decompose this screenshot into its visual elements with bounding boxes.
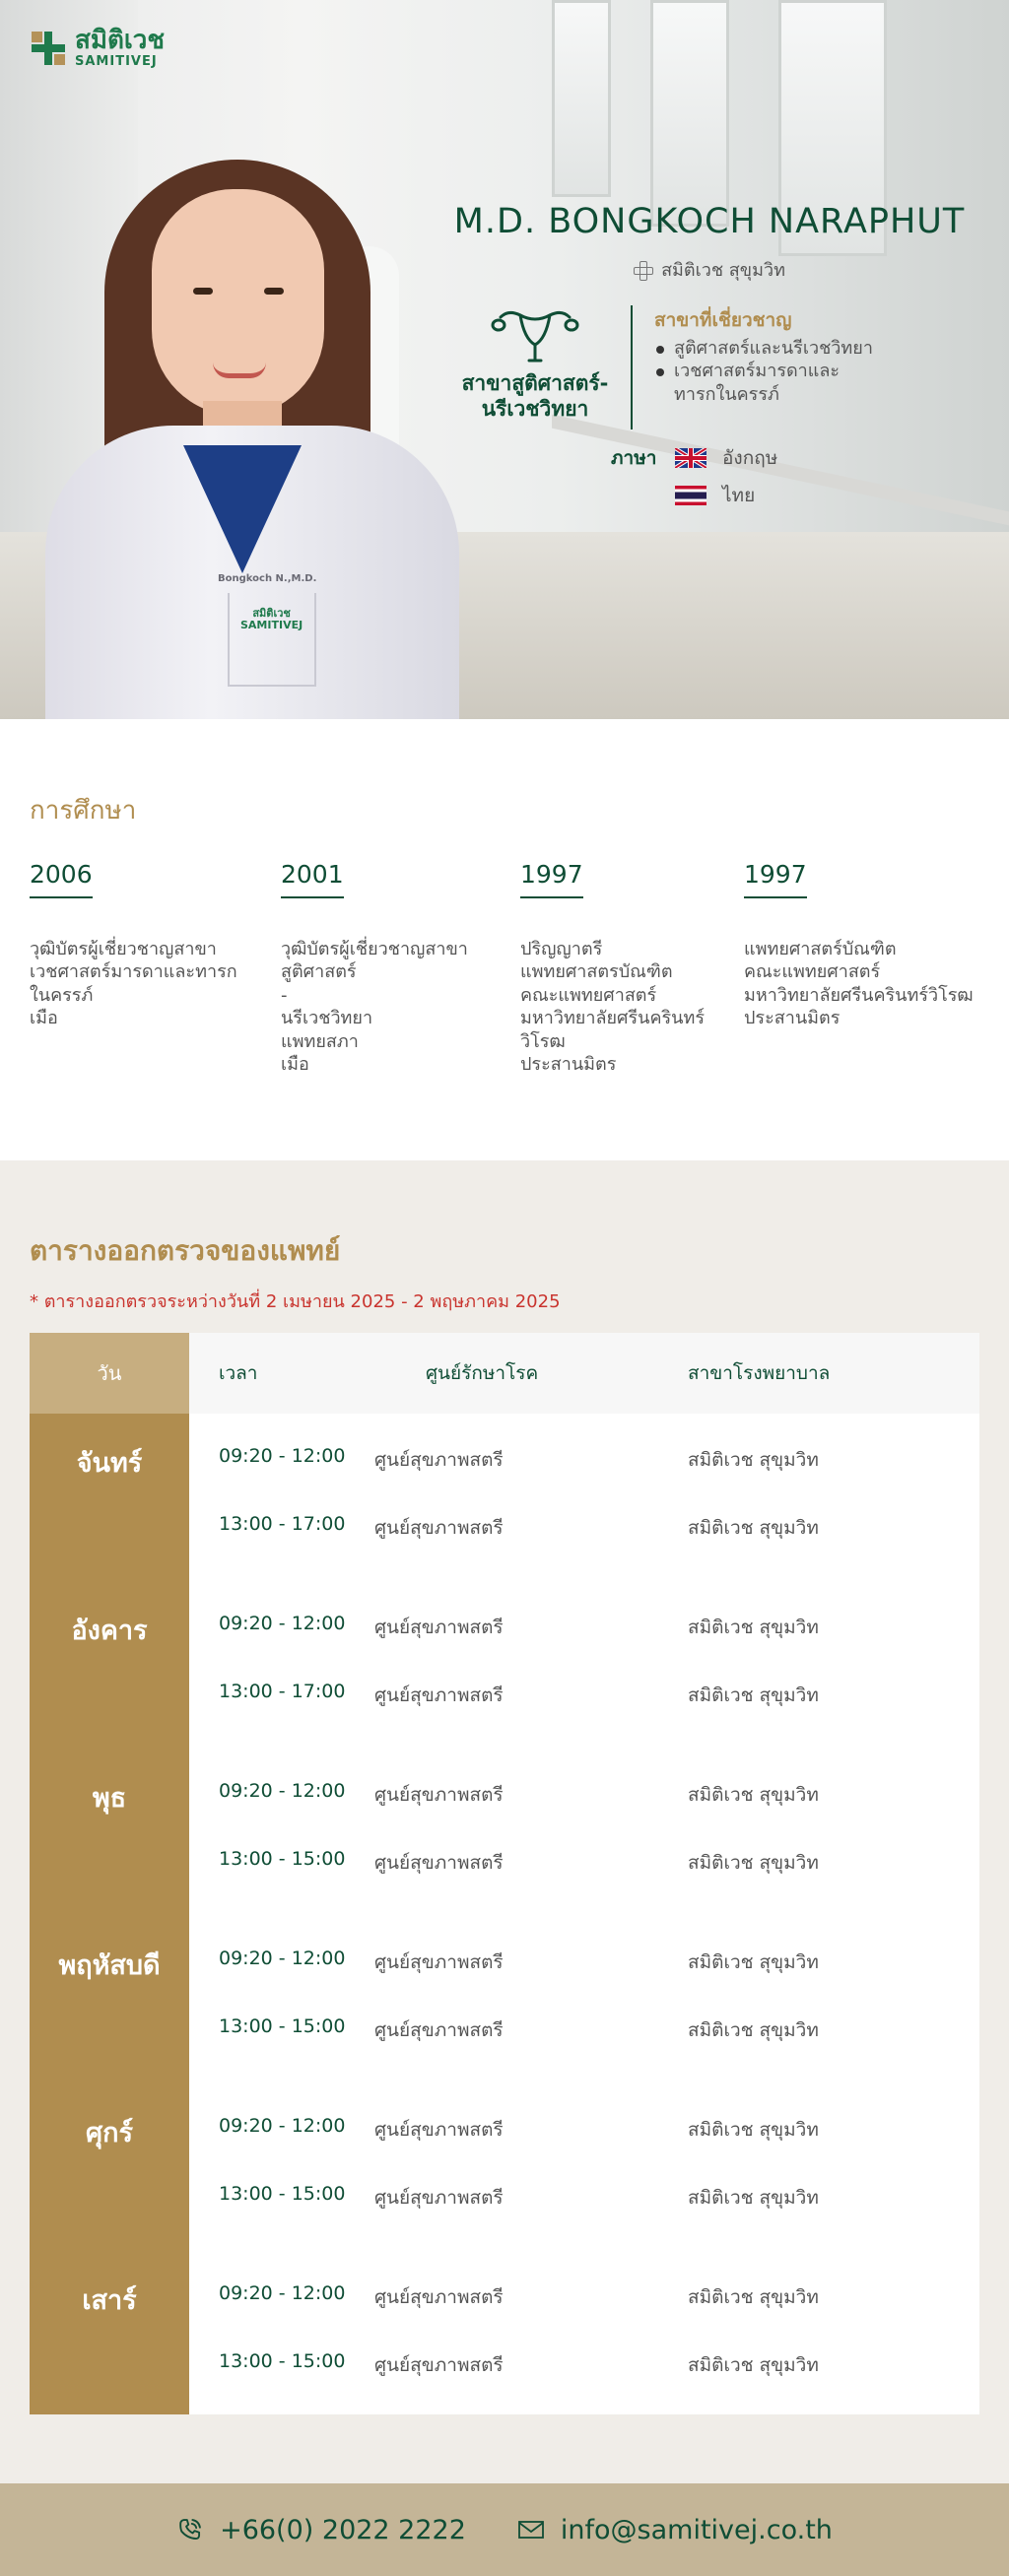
- schedule-center: ศูนย์สุขภาพสตรี: [374, 1951, 504, 1973]
- education-item: [520, 860, 744, 1076]
- schedule-day-row: [30, 2251, 979, 2414]
- uterus-icon: [491, 305, 579, 364]
- doctor-photo: [35, 160, 469, 719]
- education-year: 2006: [30, 860, 93, 898]
- schedule-time: 09:20 - 12:00: [219, 1445, 346, 1467]
- doctor-name: M.D. BONGKOCH NARAPHUT: [453, 202, 966, 241]
- mail-icon: [517, 2518, 545, 2542]
- schedule-center: ศูนย์สุขภาพสตรี: [374, 2354, 504, 2376]
- schedule-center: ศูนย์สุขภาพสตรี: [374, 2286, 504, 2308]
- doctor-info: [434, 202, 985, 510]
- schedule-slot: [189, 2115, 979, 2183]
- phone-icon: [176, 2516, 204, 2543]
- header-branch: สาขาโรงพยาบาล: [688, 1362, 831, 1384]
- education-detail: แพทยศาสตร์บัณฑิต คณะแพทยศาสตร์ มหาวิทยาลัยศรีนครินทร์วิโรฒ ประสานมิตร: [744, 939, 974, 1029]
- education-year: 1997: [744, 860, 807, 898]
- schedule-slot: [189, 2183, 979, 2251]
- schedule-slot: [189, 2282, 979, 2350]
- schedule-slot: [189, 1613, 979, 1681]
- education-detail: วุฒิบัตรผู้เชี่ยวชาญสาขา เวชศาสตร์มารดาและทารก ในครรภ์ เมือ: [30, 939, 237, 1029]
- schedule-slot: [189, 2350, 979, 2418]
- schedule-branch: สมิติเวช สุขุมวิท: [688, 1951, 819, 1973]
- schedule-slot: [189, 1445, 979, 1513]
- schedule-time: 13:00 - 15:00: [219, 2015, 346, 2037]
- schedule-day-row: [30, 1414, 979, 1581]
- schedule-time: 09:20 - 12:00: [219, 1948, 346, 1969]
- schedule-title: ตารางออกตรวจของแพทย์: [30, 1234, 341, 1267]
- phone-contact[interactable]: [176, 2515, 466, 2545]
- doctor-branch: [434, 255, 985, 284]
- schedule-slot: [189, 1948, 979, 2015]
- schedule-day-label: อังคาร: [30, 1581, 189, 1749]
- schedule-day-label: พฤหัสบดี: [30, 1916, 189, 2083]
- schedule-branch: สมิติเวช สุขุมวิท: [688, 2354, 819, 2376]
- hallway-window: [650, 0, 729, 227]
- schedule-branch: สมิติเวช สุขุมวิท: [688, 1852, 819, 1874]
- contact-footer: [0, 2483, 1009, 2576]
- schedule-time: 13:00 - 17:00: [219, 1681, 346, 1702]
- languages: [611, 443, 985, 510]
- logo-thai-text: สมิติเวช: [75, 26, 166, 55]
- schedule-center: ศูนย์สุขภาพสตรี: [374, 2187, 504, 2209]
- schedule-slot: [189, 1681, 979, 1749]
- phone-number: +66(0) 2022 2222: [220, 2514, 466, 2545]
- email-address: info@samitivej.co.th: [560, 2514, 833, 2545]
- schedule-time: 09:20 - 12:00: [219, 1613, 346, 1634]
- expertise-title: สาขาที่เชี่ยวชาญ: [654, 309, 792, 331]
- hero-banner: [0, 0, 1009, 719]
- schedule-day-label: ศุกร์: [30, 2083, 189, 2251]
- schedule-slot: [189, 1848, 979, 1916]
- logo-english-text: SAMITIVEJ: [75, 54, 158, 69]
- logo-cross-icon: [30, 30, 67, 67]
- schedule-center: ศูนย์สุขภาพสตรี: [374, 1617, 504, 1638]
- language-label: ภาษา: [611, 447, 657, 469]
- schedule-branch: สมิติเวช สุขุมวิท: [688, 1449, 819, 1471]
- schedule-branch: สมิติเวช สุขุมวิท: [688, 2187, 819, 2209]
- expertise-item: เวชศาสตร์มารดาและทารกในครรภ์: [654, 360, 851, 406]
- education-item: [744, 860, 979, 1076]
- schedule-time: 13:00 - 15:00: [219, 2350, 346, 2372]
- expertise-item: สูติศาสตร์และนรีเวชวิทยา: [654, 337, 873, 360]
- doctor-branch-label: สมิติเวช สุขุมวิท: [661, 260, 785, 281]
- schedule-slot: [189, 1513, 979, 1581]
- schedule-day-row: [30, 2083, 979, 2251]
- thai-flag-icon: [675, 486, 706, 505]
- schedule-time: 09:20 - 12:00: [219, 2282, 346, 2304]
- schedule-table-body: [30, 1414, 979, 2414]
- expertise-list: [654, 337, 873, 406]
- education-section: [0, 719, 1009, 1160]
- schedule-table-header: [30, 1333, 979, 1414]
- language-name: อังกฤษ: [722, 447, 778, 469]
- hallway-window: [552, 0, 611, 197]
- schedule-slot: [189, 1780, 979, 1848]
- schedule-center: ศูนย์สุขภาพสตรี: [374, 1449, 504, 1471]
- education-detail: ปริญญาตรี แพทยศาสตรบัณฑิต คณะแพทยศาสตร์ มหาวิทยาลัยศรีนครินทร์ วิโรฒ ประสานมิตร: [520, 939, 705, 1075]
- schedule-branch: สมิติเวช สุขุมวิท: [688, 2286, 819, 2308]
- schedule-branch: สมิติเวช สุขุมวิท: [688, 1617, 819, 1638]
- education-item: [30, 860, 281, 1076]
- schedule-day-row: [30, 1749, 979, 1916]
- schedule-time: 13:00 - 15:00: [219, 1848, 346, 1870]
- hospital-cross-icon: [634, 261, 651, 279]
- schedule-day-row: [30, 1916, 979, 2083]
- education-year: 1997: [520, 860, 583, 898]
- schedule-day-row: [30, 1581, 979, 1749]
- schedule-branch: สมิติเวช สุขุมวิท: [688, 1784, 819, 1806]
- schedule-center: ศูนย์สุขภาพสตรี: [374, 1517, 504, 1539]
- schedule-branch: สมิติเวช สุขุมวิท: [688, 2019, 819, 2041]
- schedule-time: 09:20 - 12:00: [219, 2115, 346, 2137]
- education-title: การศึกษา: [30, 796, 137, 826]
- header-time: เวลา: [219, 1362, 258, 1384]
- education-item: [281, 860, 520, 1076]
- education-detail: วุฒิบัตรผู้เชี่ยวชาญสาขา สูติศาสตร์ - นรีเวชวิทยา แพทยสภา เมือ: [281, 939, 468, 1075]
- schedule-time: 09:20 - 12:00: [219, 1780, 346, 1802]
- schedule-center: ศูนย์สุขภาพสตรี: [374, 1684, 504, 1706]
- schedule-section: [0, 1160, 1009, 2483]
- specialty-panel: [453, 305, 985, 429]
- coat-name-tag: Bongkoch N.,M.D.: [218, 573, 317, 584]
- language-name: ไทย: [722, 485, 756, 506]
- schedule-slot: [189, 2015, 979, 2083]
- language-thai: [675, 481, 777, 510]
- schedule-day-label: จันทร์: [30, 1414, 189, 1581]
- schedule-center: ศูนย์สุขภาพสตรี: [374, 1852, 504, 1874]
- schedule-branch: สมิติเวช สุขุมวิท: [688, 2119, 819, 2141]
- header-center: ศูนย์รักษาโรค: [426, 1362, 539, 1384]
- schedule-time: 13:00 - 15:00: [219, 2183, 346, 2205]
- schedule-time: 13:00 - 17:00: [219, 1513, 346, 1535]
- samitivej-logo[interactable]: [30, 28, 165, 68]
- schedule-branch: สมิติเวช สุขุมวิท: [688, 1517, 819, 1539]
- education-year: 2001: [281, 860, 344, 898]
- coat-pocket-logo: สมิติเวช SAMITIVEJ: [240, 607, 303, 632]
- schedule-table: [30, 1333, 979, 2414]
- schedule-day-label: พุธ: [30, 1749, 189, 1916]
- email-contact[interactable]: [517, 2515, 833, 2545]
- specialty-department: สาขาสูติศาสตร์-นรีเวชวิทยา: [461, 371, 609, 422]
- uk-flag-icon: [675, 448, 706, 468]
- schedule-center: ศูนย์สุขภาพสตรี: [374, 1784, 504, 1806]
- schedule-note: * ตารางออกตรวจระหว่างวันที่ 2 เมษายน 2025 - 2 พฤษภาคม 2025: [30, 1291, 561, 1312]
- header-day: วัน: [30, 1333, 189, 1414]
- schedule-center: ศูนย์สุขภาพสตรี: [374, 2119, 504, 2141]
- schedule-center: ศูนย์สุขภาพสตรี: [374, 2019, 504, 2041]
- schedule-day-label: เสาร์: [30, 2251, 189, 2414]
- language-english: [675, 443, 777, 473]
- schedule-branch: สมิติเวช สุขุมวิท: [688, 1684, 819, 1706]
